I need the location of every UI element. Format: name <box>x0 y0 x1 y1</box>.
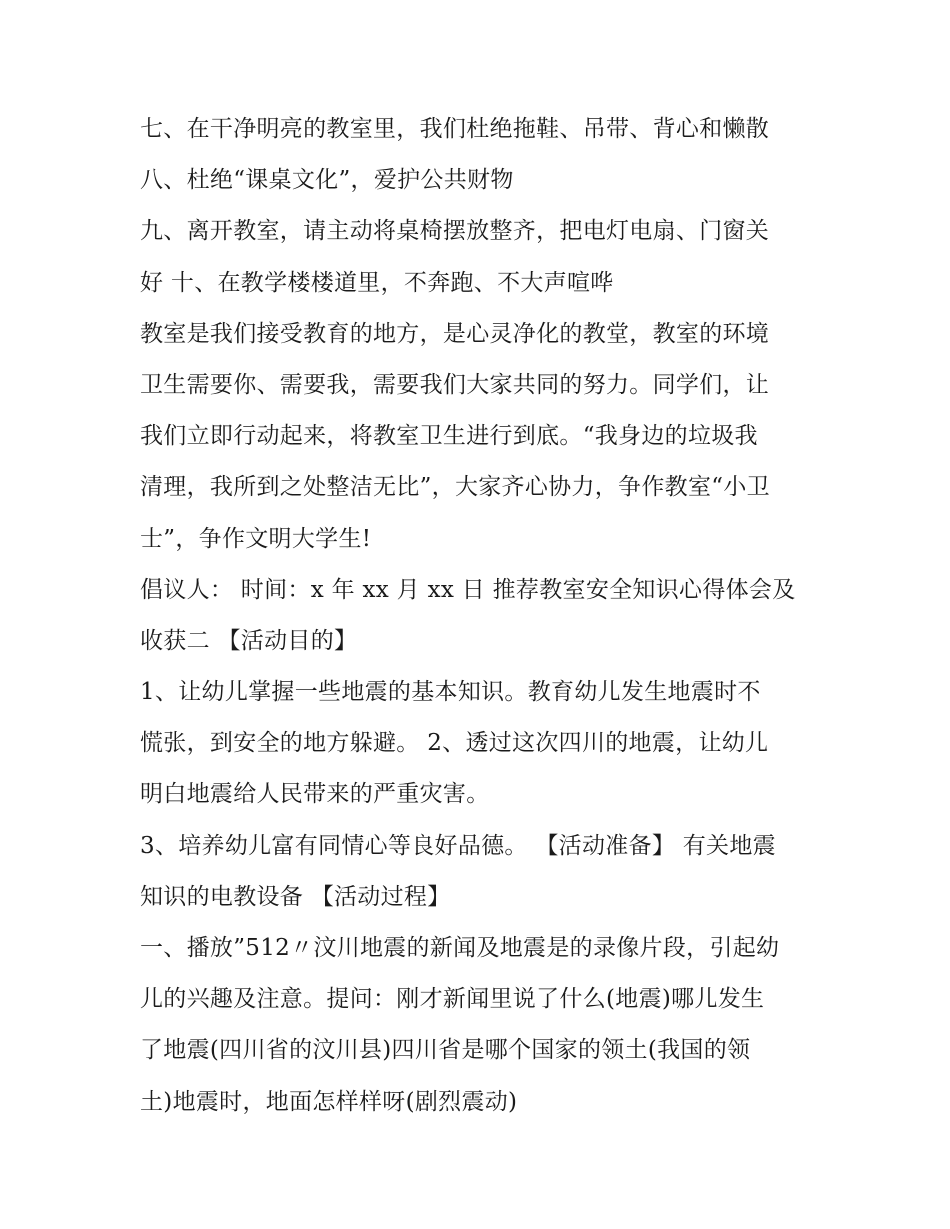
text-line: 儿的兴趣及注意。提问：刚才新闻里说了什么(地震)哪儿发生 <box>140 986 765 1013</box>
text-line: 好 十、在教学楼楼道里，不奔跑、不大声喧哗 <box>140 269 614 296</box>
text-line: 3、培养幼儿富有同情心等良好品德。 【活动准备】 有关地震 <box>140 832 776 859</box>
text-line: 倡议人： 时间：x 年 xx 月 xx 日 推荐教室安全知识心得体会及 <box>140 576 796 603</box>
text-line: 慌张，到安全的地方躲避。 2、透过这次四川的地震，让幼儿 <box>140 730 769 757</box>
text-line: 八、杜绝“课桌文化”，爱护公共财物 <box>140 167 514 194</box>
text-line: 1、让幼儿掌握一些地震的基本知识。教育幼儿发生地震时不 <box>140 679 761 706</box>
text-line: 土)地震时，地面怎样样呀(剧烈震动) <box>140 1088 518 1115</box>
text-line: 卫生需要你、需要我，需要我们大家共同的努力。同学们，让 <box>140 371 770 398</box>
text-line: 了地震(四川省的汶川县)四川省是哪个国家的领土(我国的领 <box>140 1037 751 1064</box>
text-line: 明白地震给人民带来的严重灾害。 <box>140 781 490 808</box>
text-line: 士”，争作文明大学生! <box>140 525 372 552</box>
text-line: 知识的电教设备 【活动过程】 <box>140 883 451 910</box>
text-line: 一、播放”512〃汶川地震的新闻及地震是的录像片段，引起幼 <box>140 935 780 961</box>
text-line: 七、在干净明亮的教室里，我们杜绝拖鞋、吊带、背心和懒散 <box>140 116 770 142</box>
text-line: 九、离开教室，请主动将桌椅摆放整齐，把电灯电扇、门窗关 <box>140 218 770 245</box>
text-line: 清理，我所到之处整洁无比”，大家齐心协力，争作教室“小卫 <box>140 474 770 501</box>
document-body <box>140 104 820 1128</box>
text-line: 我们立即行动起来，将教室卫生进行到底。“我身边的垃圾我 <box>140 423 758 450</box>
text-line: 收获二 【活动目的】 <box>140 627 358 654</box>
text-line: 教室是我们接受教育的地方，是心灵净化的教堂，教室的环境 <box>140 320 770 347</box>
